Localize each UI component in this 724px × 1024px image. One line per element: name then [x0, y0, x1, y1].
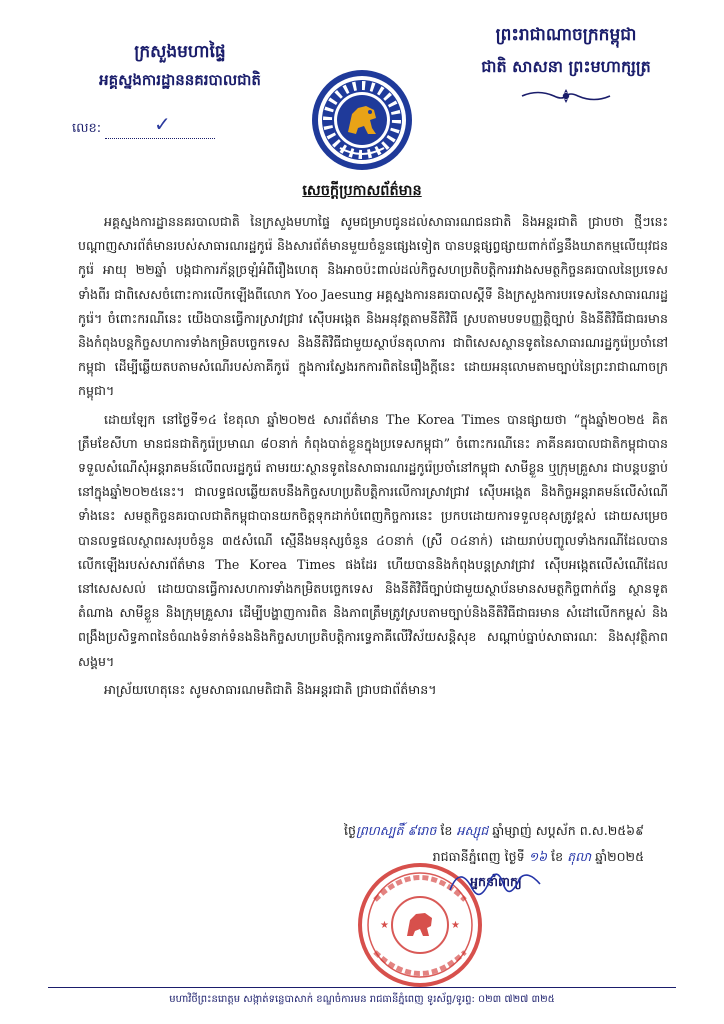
footer-divider	[48, 987, 676, 988]
ministry-name: ក្រសួងមហាផ្ទៃ	[134, 42, 226, 62]
solar-prefix: រាជធានីភ្នំពេញ ថ្ងៃទី	[432, 849, 525, 864]
svg-text:★: ★	[380, 920, 389, 931]
paragraph-1: អគ្គស្នងការដ្ឋាននគរបាលជាតិ នៃក្រសួងមហាផ្ទៃ សូមជម្រាបជូនដល់សាធារណជនជាតិ និងអន្តរជាតិ ជ្រាបថា ថ្មីៗនេះបណ្តាញសារព័ត៌មានរបស់សាធារណរដ្ឋកូរ៉េ និងសារព័ត៌មានមួយចំនួនផ្សេងទៀត បានបន្តផ្សព្វផ្សាយពាក់ព័ន្ធនឹងឃាតកម្មលើយុវជនកូរ៉េ អាយុ ២២ឆ្នាំ បង្កជាការភ័ន្តច្រឡំអំពីរឿងហេតុ និងអាចប៉ះពាល់ដល់កិច្ចសហប្រតិបត្តិការរវាងសមត្ថកិច្ចនគរបាលនៃប្រទេសទាំងពីរ ជាពិសេសចំពោះការលើកឡើងពីលោក Yoo Jaesung អគ្គស្នងការនគរបាលស្តីទី និងក្រសួងការបរទេសនៃសាធារណរដ្ឋកូរ៉េ។ ចំពោះករណីនេះ យើងបានធ្វើការស្រាវជ្រាវ ស៊ើបអង្កេត និងអនុវត្តតាមនីតិវិធី ស្របតាមបទបញ្ញត្តិច្បាប់ និងនីតិវិធីជាធរមាន និងកំពុងបន្តកិច្ចសហការទាំងកម្រិតបច្ចេកទេស និងនីតិវិធីជាមួយស្ថាប័នតុលាការ ជាពិសេសស្ថានទូតនៃសាធារណរដ្ឋកូរ៉េប្រចាំនៅកម្ពុជា ដើម្បីឆ្លើយតបតាមសំណើរបស់ភាគីកូរ៉េ ក្នុងការស្វែងរកការពិតនៃរឿងក្តីនេះ ដោយអនុលោមតាមច្បាប់នៃព្រះរាជាណាចក្រកម្ពុជា។	[78, 214, 668, 399]
national-motto: ជាតិ សាសនា ព្រះមហាក្សត្រ	[481, 57, 651, 76]
lunar-date-line	[224, 818, 644, 844]
lunar-day-handwritten: ព្រហស្បតិ៍ ៩រោច	[356, 823, 437, 838]
body-text	[78, 210, 668, 706]
department-name: អគ្គស្នងការដ្ឋាននគរបាលជាតិ	[99, 71, 261, 89]
ministry-header	[60, 40, 300, 92]
solar-month-label: ខែ	[551, 849, 564, 864]
document-title: សេចក្តីប្រកាសព័ត៌មាន	[302, 182, 422, 199]
national-police-logo	[310, 68, 414, 172]
lunar-year-text: ឆ្នាំម្សាញ់ សប្តស័ក ព.ស.២៥៦៩	[492, 823, 644, 838]
kingdom-name: ព្រះរាជាណាចក្រកម្ពុជា	[495, 25, 637, 45]
reference-number	[72, 112, 215, 139]
solar-day-handwritten: ១៦	[528, 849, 548, 864]
svg-text:★: ★	[451, 920, 460, 931]
lunar-month-handwritten: អស្សុជ	[456, 823, 489, 838]
handwritten-signature	[440, 860, 550, 910]
reference-check-mark: ✓	[154, 112, 171, 136]
solar-year-text: ឆ្នាំ២០២៥	[595, 849, 644, 864]
paragraph-2: ដោយឡែក នៅថ្ងៃទី១៤ ខែតុលា ឆ្នាំ២០២៥ សារព័ត៌មាន The Korea Times បានផ្សាយថា “ក្នុងឆ្នាំ២០២៥ គិតត្រឹមខែសីហា មានជនជាតិកូរ៉េប្រមាណ ៨០នាក់ កំពុងបាត់ខ្លួនក្នុងប្រទេសកម្ពុជា” ចំពោះករណីនេះ ភាគីនគរបាលជាតិកម្ពុជាបានទទួលសំណើសុំអន្តរាគមន៍លើពលរដ្ឋកូរ៉េ តាមរយៈស្ថានទូតនៃសាធារណរដ្ឋកូរ៉េប្រចាំនៅកម្ពុជា សាមីខ្លួន ឬក្រុមគ្រួសារ ជាបន្តបន្ទាប់នៅក្នុងឆ្នាំ២០២៥នេះ។ ជាលទ្ធផលឆ្លើយតបនឹងកិច្ចសហប្រតិបត្តិការលើការស្រាវជ្រាវ ស៊ើបអង្កេត និងកិច្ចអន្តរាគមន៍លើសំណើទាំងនេះ សមត្ថកិច្ចនគរបាលជាតិកម្ពុជាបានយកចិត្តទុកដាក់បំពេញកិច្ចការនេះ ប្រកបដោយការទទួលខុសត្រូវខ្ពស់ ដោយសម្រេចបានលទ្ធផលស្ថាពរសរុបចំនួន ៣៥សំណើ ស្មើនឹងមនុស្សចំនួន ៤០នាក់ (ស្រី ០៤នាក់) ដោយរាប់បញ្ចូលទាំងករណីដែលបានលើកឡើងរបស់សារព័ត៌មាន The Korea Times ផងដែរ ហើយបាននិងកំពុងបន្តស្រាវជ្រាវ ស៊ើបអង្កេតលើសំណើដែលនៅសេសសល់ ដោយបានធ្វើការសហការទាំងកម្រិតបច្ចេកទេស និងនីតិវិធីច្បាប់ជាមួយស្ថាប័នមានសមត្ថកិច្ចពាក់ព័ន្ធ ស្ថានទូតតំណាង សាមីខ្លួន និងក្រុមគ្រួសារ ដើម្បីបង្ហាញការពិត និងភាពត្រឹមត្រូវស្របតាមច្បាប់និងនីតិវិធីជាធរមាន សំដៅលើកកម្ពស់ និងពង្រឹងប្រសិទ្ធភាពនៃចំណងទំនាក់ទំនងនិងកិច្ចសហប្រតិបត្តិការទ្វេភាគីលើវិស័យសន្តិសុខ សណ្តាប់ធ្នាប់សាធារណៈ និងសុវត្ថិភាពសង្គម។	[78, 411, 668, 669]
lunar-prefix: ថ្ងៃ	[344, 823, 357, 838]
reference-label: លេខ:	[72, 121, 102, 136]
lunar-month-label: ខែ	[440, 823, 453, 838]
kingdom-header	[456, 22, 676, 104]
solar-month-handwritten: តុលា	[567, 849, 592, 864]
footer-address: មហាវិថីព្រះនរោត្តម សង្កាត់ទន្លេបាសាក់ ខណ្ឌចំការមន រាជធានីភ្នំពេញ ទូរស័ព្ទ/ទូរព្ទ: ០២៣ ៧២៧ ៣២៥	[169, 994, 555, 1005]
spokesperson-title: អ្នកនាំពាក្យ	[470, 874, 522, 889]
closing-paragraph: អាស្រ័យហេតុនេះ សូមសាធារណមតិជាតិ និងអន្តរជាតិ ជ្រាបជាព័ត៌មាន។	[104, 681, 437, 697]
ornament-icon	[518, 88, 614, 104]
